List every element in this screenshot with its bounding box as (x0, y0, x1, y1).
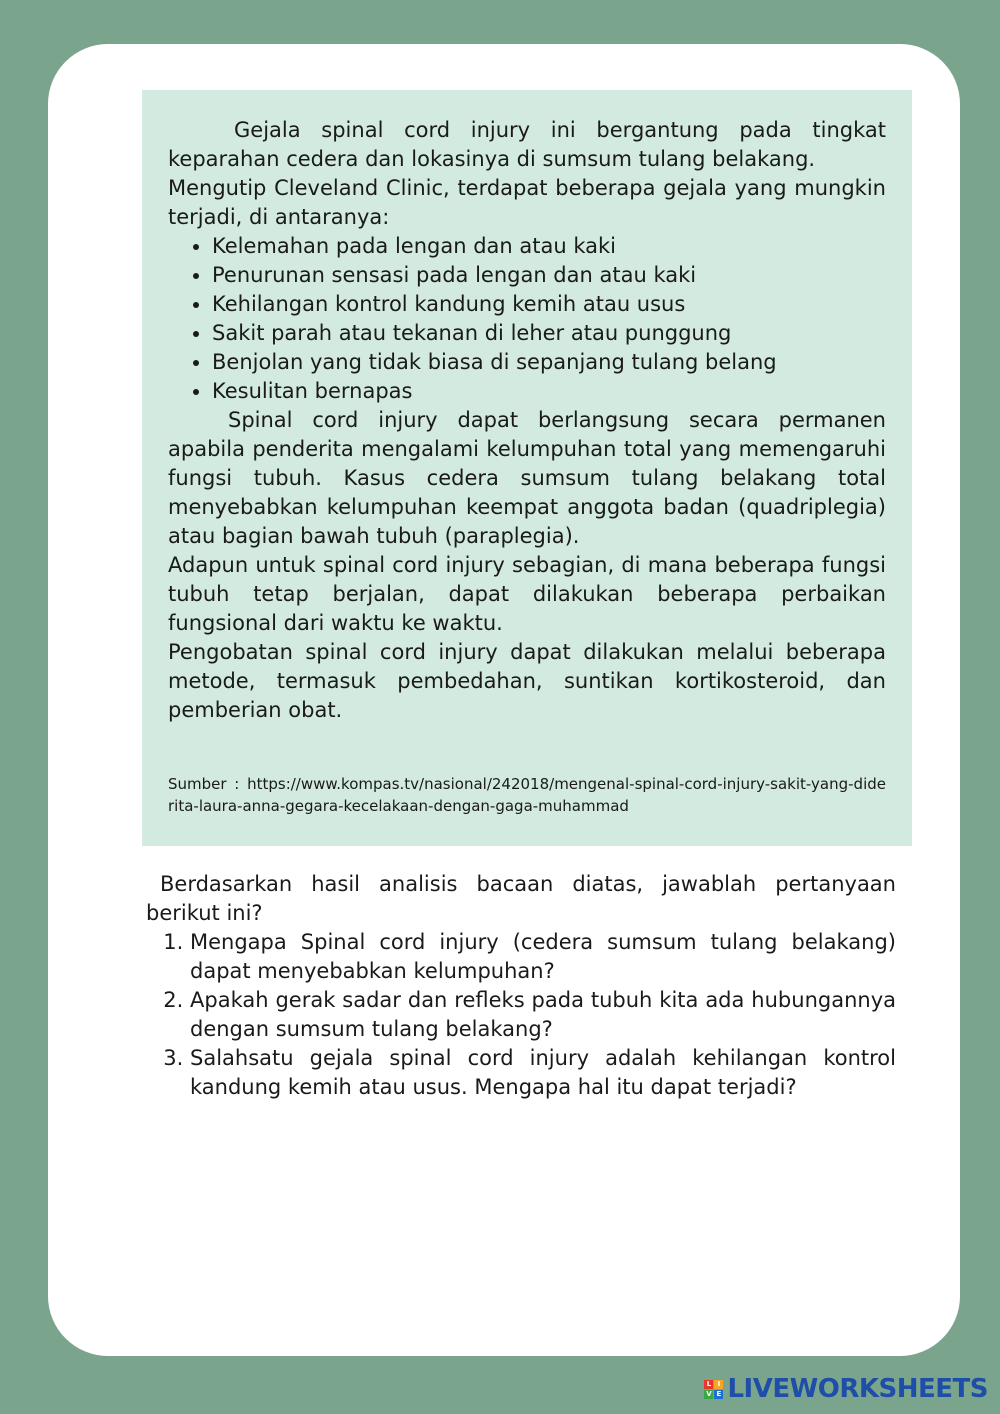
logo-letter: V (706, 1389, 712, 1398)
question-item: 2. Apakah gerak sadar dan refleks pada tubuh kita ada hubungannya dengan sumsum tulang belakang? (190, 986, 896, 1044)
logo-letter: L (704, 1380, 713, 1389)
paragraph-permanent: Spinal cord injury dapat berlangsung secara permanen apabila penderita mengalami kelumpuhan total yang memengaruhi fungsi tubuh. Kasus cedera sumsum tulang belakang total menyebabkan kelumpuhan keempat anggota badan (quadriplegia) atau bagian bawah tubuh (paraplegia). (168, 408, 886, 548)
source-citation: Sumber : https://www.kompas.tv/nasional/242018/mengenal-spinal-cord-injury-sakit-yang-diderita-laura-anna-gegara-kecelakaan-dengan-gaga-muhammad (168, 775, 886, 815)
paragraph-partial: Adapun untuk spinal cord injury sebagian, di mana beberapa fungsi tubuh tetap berjalan, dapat dilakukan beberapa perbaikan fungsional dari waktu ke waktu. (168, 553, 886, 635)
list-item: • Kehilangan kontrol kandung kemih atau usus (212, 290, 886, 319)
list-item: • Penurunan sensasi pada lengan dan atau kaki (212, 261, 886, 290)
list-item: • Sakit parah atau tekanan di leher atau punggung (212, 319, 886, 348)
question-section (146, 870, 896, 1102)
symptom-list (168, 232, 886, 406)
question-item: 3. Salahsatu gejala spinal cord injury adalah kehilangan kontrol kandung kemih atau usus. Mengapa hal itu dapat terjadi? (190, 1044, 896, 1102)
reading-passage (142, 90, 912, 846)
question-item: 1. Mengapa Spinal cord injury (cedera sumsum tulang belakang) dapat menyebabkan kelumpuhan? (190, 928, 896, 986)
list-item: • Benjolan yang tidak biasa di sepanjang tulang belang (212, 348, 886, 377)
paragraph-treatment: Pengobatan spinal cord injury dapat dilakukan melalui beberapa metode, termasuk pembedahan, suntikan kortikosteroid, dan pemberian obat. (168, 640, 886, 722)
brand-name: LIVEWORKSHEETS (727, 1374, 988, 1404)
logo-letter: E (714, 1390, 723, 1399)
list-item: • Kelemahan pada lengan dan atau kaki (212, 232, 886, 261)
question-intro: Berdasarkan hasil analisis bacaan diatas, jawablah pertanyaan berikut ini? (146, 872, 896, 925)
liveworksheets-logo-icon (704, 1380, 723, 1399)
paragraph-cleveland: Mengutip Cleveland Clinic, terdapat beberapa gejala yang mungkin terjadi, di antaranya: (168, 176, 886, 229)
list-item: • Kesulitan bernapas (212, 377, 886, 406)
paragraph-symptoms-intro: Gejala spinal cord injury ini bergantung pada tingkat keparahan cedera dan lokasinya di sumsum tulang belakang. (168, 118, 886, 171)
liveworksheets-brand[interactable] (704, 1374, 988, 1404)
logo-letter: I (714, 1380, 723, 1389)
question-list (146, 928, 896, 1102)
